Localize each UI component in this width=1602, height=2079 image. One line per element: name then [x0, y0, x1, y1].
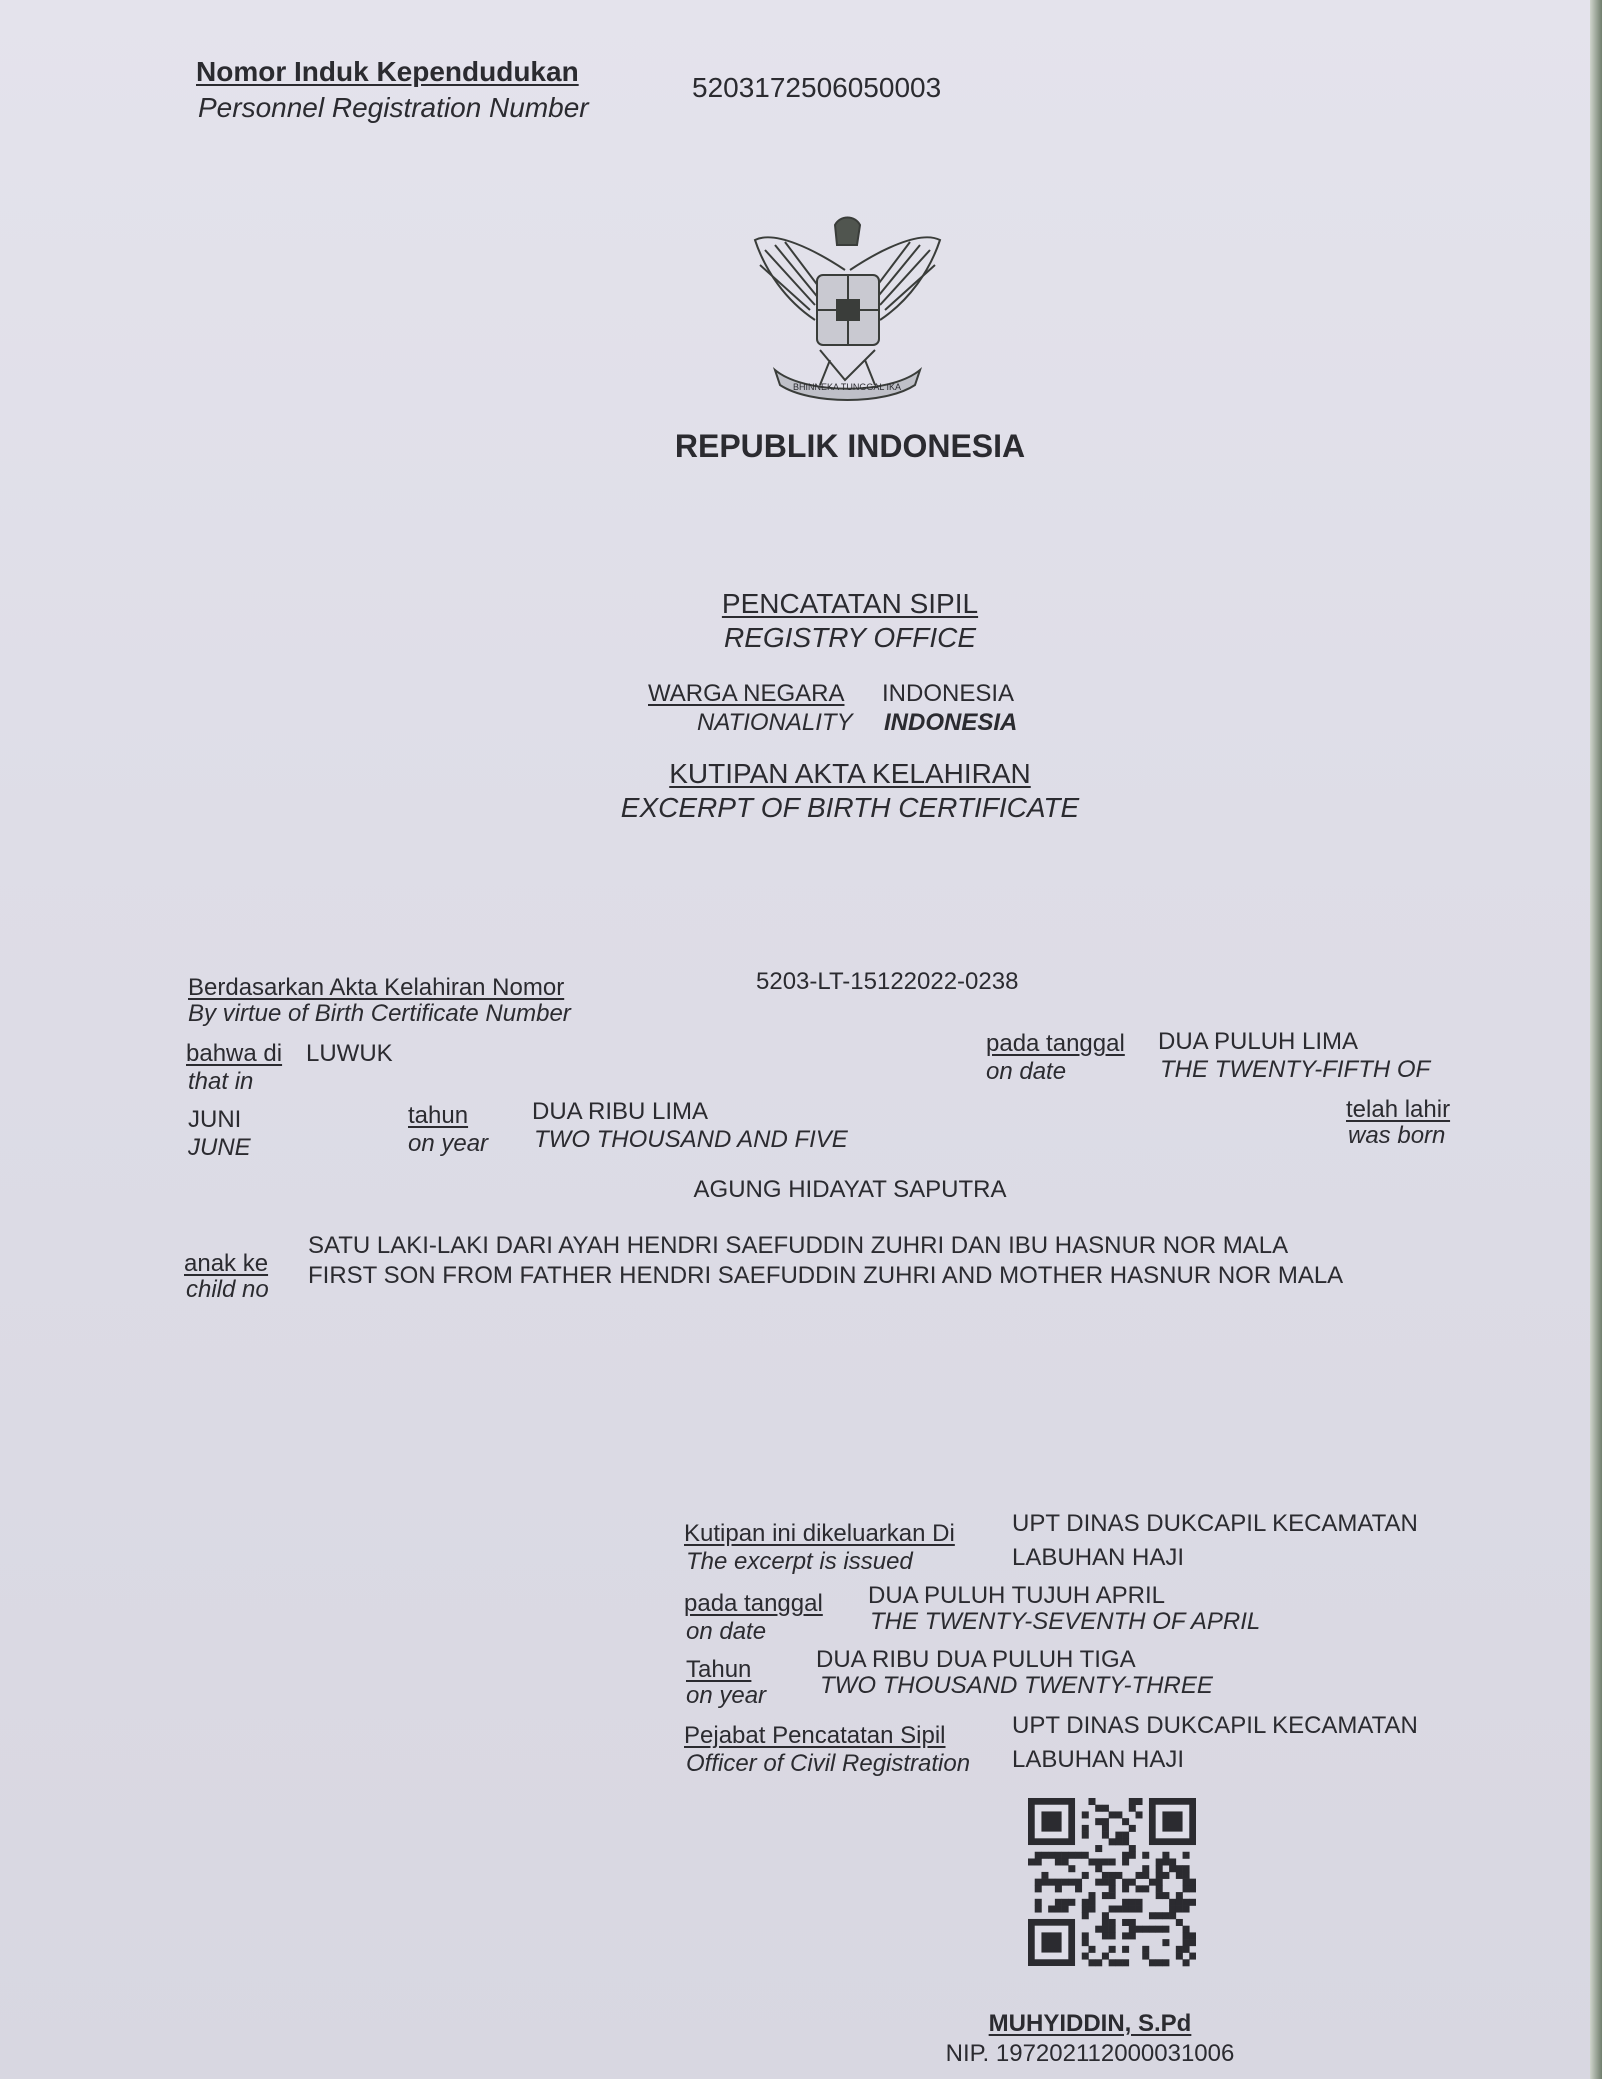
- issue-date-label-id: pada tanggal: [684, 1590, 823, 1617]
- issue-date-label-en: on date: [686, 1618, 767, 1645]
- garuda-emblem-icon: [745, 210, 950, 410]
- officer-label-en: Officer of Civil Registration: [686, 1750, 971, 1777]
- issue-year-label-id: Tahun: [686, 1656, 752, 1683]
- office-title-id: PENCATATAN SIPIL: [721, 588, 979, 619]
- cert-number-label-en: By virtue of Birth Certificate Number: [188, 1000, 571, 1027]
- issue-year-value-id: DUA RIBU DUA PULUH TIGA: [816, 1646, 1136, 1673]
- signatory-name: MUHYIDDIN, S.Pd: [988, 2010, 1192, 2037]
- nationality-label-id: WARGA NEGARA: [648, 680, 845, 707]
- child-order-value-en: FIRST SON FROM FATHER HENDRI SAEFUDDIN ZUHRI AND MOTHER HASNUR NOR MALA: [308, 1262, 1344, 1289]
- document-title-id: KUTIPAN AKTA KELAHIRAN: [669, 758, 1031, 789]
- birth-date-label-id: pada tanggal: [986, 1030, 1125, 1057]
- country-title: REPUBLIK INDONESIA: [674, 428, 1026, 464]
- nik-label-en: Personnel Registration Number: [198, 92, 589, 123]
- child-name: AGUNG HIDAYAT SAPUTRA: [693, 1176, 1007, 1203]
- motto-text: BHINNEKA TUNGGAL IKA: [792, 382, 902, 392]
- birth-date-value-en: THE TWENTY-FIFTH OF: [1160, 1056, 1431, 1083]
- document-title-en: EXCERPT OF BIRTH CERTIFICATE: [620, 792, 1080, 823]
- nationality-value-en: INDONESIA: [884, 709, 1018, 736]
- place-label-id: bahwa di: [186, 1040, 283, 1067]
- born-label-id: telah lahir: [1346, 1096, 1451, 1123]
- paper-edge: [1590, 0, 1602, 2079]
- cert-number-label-id: Berdasarkan Akta Kelahiran Nomor: [188, 974, 565, 1001]
- child-order-label-id: anak ke: [184, 1250, 269, 1277]
- qr-code-icon: [1028, 1798, 1196, 1968]
- officer-unit-line1: UPT DINAS DUKCAPIL KECAMATAN: [1012, 1712, 1418, 1739]
- cert-number-value: 5203-LT-15122022-0238: [756, 968, 1019, 995]
- place-label-en: that in: [188, 1068, 254, 1095]
- office-title-en: REGISTRY OFFICE: [723, 622, 977, 653]
- birth-month-id: JUNI: [188, 1106, 242, 1133]
- issue-date-value-en: THE TWENTY-SEVENTH OF APRIL: [870, 1608, 1261, 1635]
- birth-year-label-en: on year: [408, 1130, 489, 1157]
- nationality-label-en: NATIONALITY: [697, 709, 853, 736]
- nik-value: 5203172506050003: [692, 72, 942, 103]
- birth-year-value-id: DUA RIBU LIMA: [532, 1098, 709, 1125]
- birth-month-en: JUNE: [188, 1134, 251, 1161]
- place-value: LUWUK: [306, 1040, 393, 1067]
- issue-year-value-en: TWO THOUSAND TWENTY-THREE: [820, 1672, 1213, 1699]
- born-label-en: was born: [1348, 1122, 1446, 1149]
- birth-year-value-en: TWO THOUSAND AND FIVE: [534, 1126, 848, 1153]
- birth-date-label-en: on date: [986, 1058, 1067, 1085]
- signatory-nip: NIP. 197202112000031006: [945, 2040, 1235, 2067]
- issue-year-label-en: on year: [686, 1682, 767, 1709]
- issue-date-value-id: DUA PULUH TUJUH APRIL: [868, 1582, 1165, 1609]
- issued-label-en: The excerpt is issued: [686, 1548, 913, 1575]
- child-order-label-en: child no: [186, 1276, 269, 1303]
- officer-label-id: Pejabat Pencatatan Sipil: [684, 1722, 946, 1749]
- nationality-value-id: INDONESIA: [882, 680, 1015, 707]
- birth-year-label-id: tahun: [408, 1102, 469, 1129]
- nik-label-id: Nomor Induk Kependudukan: [196, 56, 579, 87]
- issued-place-line2: LABUHAN HAJI: [1012, 1544, 1185, 1571]
- birth-date-value-id: DUA PULUH LIMA: [1158, 1028, 1359, 1055]
- child-order-value-id: SATU LAKI-LAKI DARI AYAH HENDRI SAEFUDDIN ZUHRI DAN IBU HASNUR NOR MALA: [308, 1232, 1289, 1259]
- issued-place-line1: UPT DINAS DUKCAPIL KECAMATAN: [1012, 1510, 1418, 1537]
- issued-label-id: Kutipan ini dikeluarkan Di: [684, 1520, 955, 1547]
- officer-unit-line2: LABUHAN HAJI: [1012, 1746, 1185, 1773]
